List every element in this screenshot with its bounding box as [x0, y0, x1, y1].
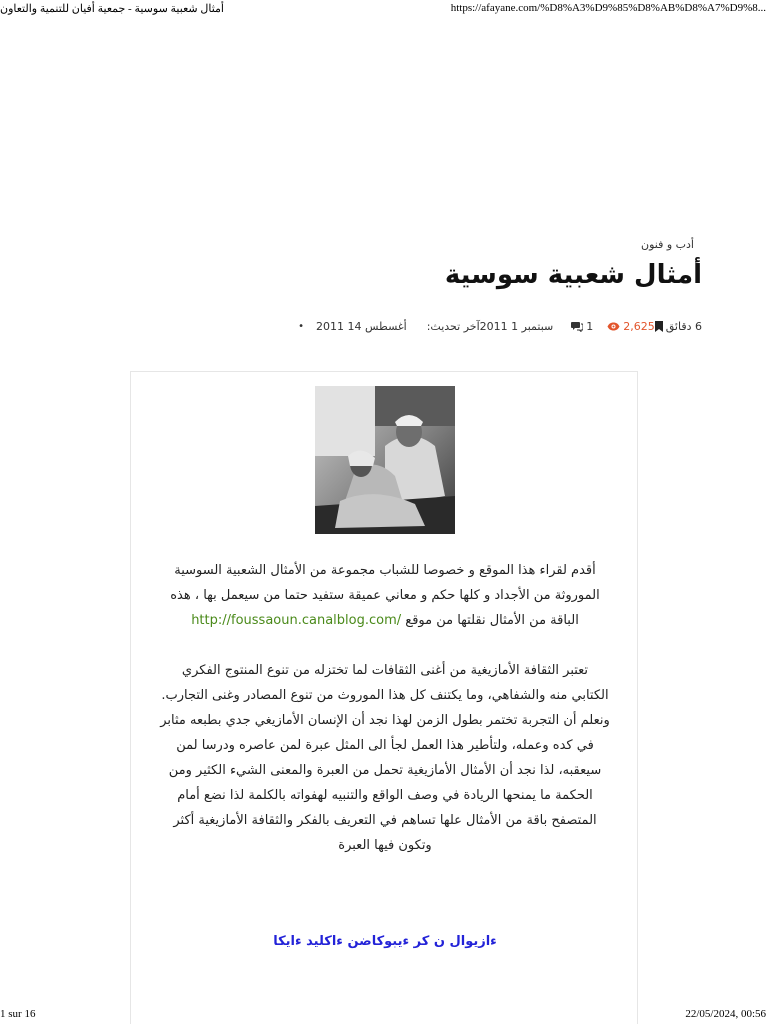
body-line: ونعلم أن التجربة تختمر بطول الزمن لهذا نجد أن الإنسان الأمازيغي جدي بطبعه مثابر: [160, 713, 610, 728]
body-line: في كده وعمله، ولتأطير هذا العمل لجأ الى المثل عبرة لمن عاصره ودرسا لمن: [176, 738, 594, 753]
body-line: تعتبر الثقافة الأمازيغية من أغنى الثقافات لما تختزله من تنوع المنتوج الفكري: [181, 663, 589, 678]
read-time-value: 6 دقائق: [665, 319, 702, 333]
intro-line: الباقة من الأمثال نقلتها من موقع: [405, 613, 579, 628]
print-footer: [0, 1008, 768, 1024]
print-page-url: https://afayane.com/%D8%A3%D9%85%D8%AB%D8%A7%D9%8...: [450, 2, 766, 14]
body-line: الكتابي منه والشفاهي، وما يكتنف كل هذا الموروث من تنوع المصادر وغنى التجارب.: [161, 688, 609, 703]
article-content-card: [130, 371, 638, 1024]
intro-line: أقدم لقراء هذا الموقع و خصوصا للشباب مجموعة من الأمثال الشعبية السوسية: [174, 563, 596, 578]
intro-line-with-link: [131, 608, 639, 633]
print-timestamp: 22/05/2024, 00:56: [685, 1008, 766, 1020]
page-number: 1 sur 16: [0, 1008, 36, 1020]
views-value: 2,625: [623, 319, 655, 333]
body-line: المتصفح باقة من الأمثال علها تساهم في التعريف بالفكر والثقافة الأمازيغية أكثر: [173, 813, 597, 828]
eye-icon: [607, 322, 620, 331]
updated-date: [427, 320, 558, 333]
print-header: [0, 0, 768, 18]
bookmark-icon: [655, 321, 663, 332]
updated-value: سبتمبر 1 2011: [479, 319, 554, 333]
read-time: [655, 320, 702, 333]
article-meta: [290, 318, 702, 334]
updated-label: آخر تحديث:: [426, 319, 480, 333]
proverb-heading-link[interactable]: ءازيوال ن كر ءيبوكاضن ءاكليد ءايكا: [273, 934, 497, 949]
comments-count: 1: [586, 319, 594, 333]
print-page-title: أمثال شعبية سوسية - جمعية أفيان للتنمية والتعاون: [0, 3, 224, 15]
views-count: [607, 320, 655, 333]
comments-count-link[interactable]: [571, 320, 593, 333]
comment-icon: [571, 321, 583, 332]
article-photo: [315, 386, 455, 534]
meta-bullet: •: [298, 320, 305, 332]
intro-paragraph: [131, 558, 639, 633]
body-line: الحكمة ما يمنحها الريادة في وصف الواقع والتنبيه لهفواته بالكلمة لذا نضع أمام: [177, 788, 593, 803]
article-category-link[interactable]: أدب و فنون: [641, 238, 694, 251]
body-line: وتكون فيها العبرة: [338, 838, 432, 853]
publish-date: أغسطس 14 2011: [316, 319, 407, 333]
source-link[interactable]: http://foussaoun.canalblog.com/: [191, 613, 402, 628]
article-title: أمثال شعبية سوسية: [444, 260, 702, 290]
body-paragraph: [131, 658, 639, 858]
elderly-couple-photo: [315, 386, 455, 534]
body-line: سيعقبه، لذا نجد أن الأمثال الأمازيغية تحمل من العبرة والمعنى الشيء الكثير ومن: [168, 763, 602, 778]
intro-line: الموروثة من الأجداد و كلها حكم و معاني عميقة ستفيد حتما من سيعمل بها ، هذه: [170, 588, 600, 603]
